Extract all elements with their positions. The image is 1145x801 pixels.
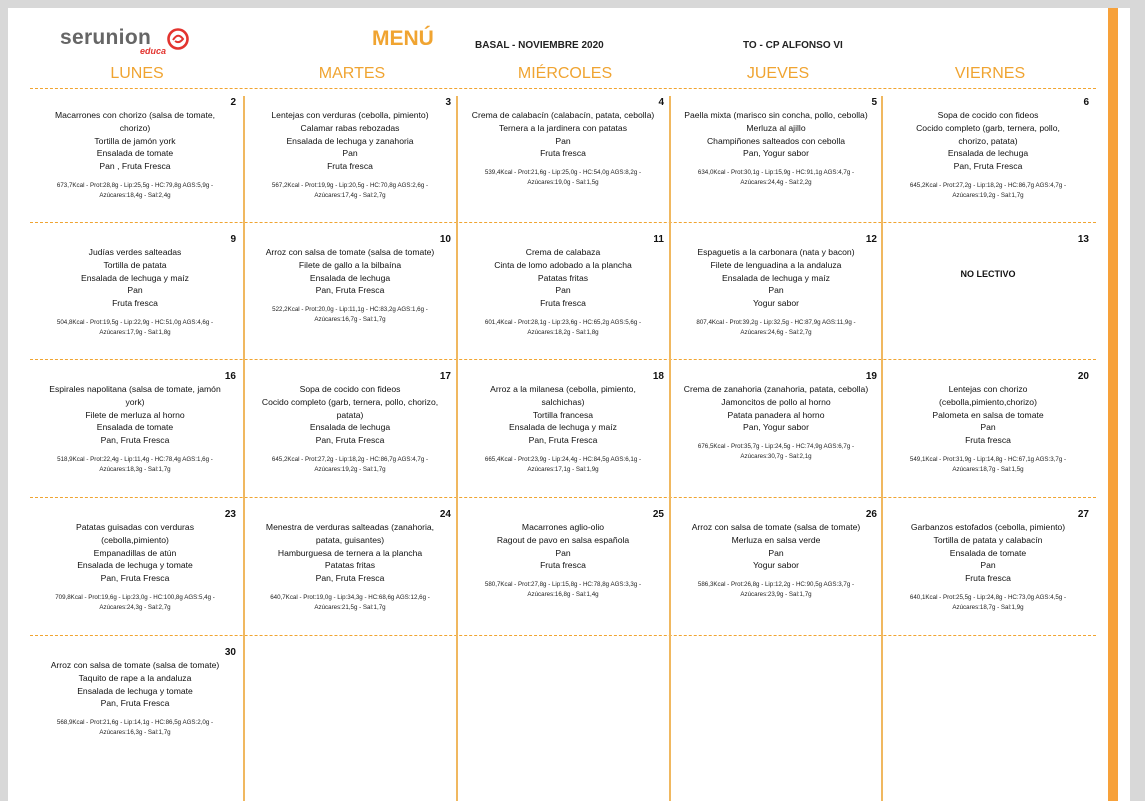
dish-line: Filete de gallo a la bilbaína [298,259,402,270]
dish-line: Macarrones aglio-olio [521,522,605,532]
day-cell [245,96,455,201]
dish-line: Pan, Fruta Fresca [953,161,1023,172]
nutrition-line: Azúcares:23,9g - Sal:1,7g [740,591,812,599]
day-number: 25 [652,509,664,520]
nutrition-line: 580,7Kcal - Prot:27,8g - Lip:15,8g - HC:78,8g AGS:3,3g - [484,581,642,589]
day-number: 30 [224,647,236,658]
dish-line: Arroz con salsa de tomate (salsa de tomate) [50,660,220,670]
dish-line: Ensalada de tomate [96,422,174,433]
day-cell [30,233,240,338]
dish-line: patata, guisantes) [315,534,385,545]
dish-line: york) [125,396,145,407]
nutrition-line: Azúcares:19,2g - Sal:1,7g [952,191,1024,199]
day-number: 24 [439,509,451,520]
nutrition-info [30,455,240,475]
dish-line: Pan [768,547,784,558]
nutrition-info [458,580,668,600]
no-school-label: NO LECTIVO [960,269,1016,279]
dish-line: Pan, Fruta Fresca [100,573,170,584]
nutrition-line: 539,4Kcal - Prot:21,6g - Lip:25,0g - HC:54,0g AGS:8,2g - [484,169,642,177]
dish-line: Fruta fresca [540,298,586,309]
dish-line: Patatas guisadas con verduras [76,522,194,532]
nutrition-line: Azúcares:19,0g - Sal:1,5g [527,179,599,187]
nutrition-line: Azúcares:17,1g - Sal:1,9g [527,465,599,473]
dish-line: Tortilla de patata [103,259,167,270]
nutrition-info [245,305,455,325]
nutrition-line: 549,1Kcal - Prot:31,9g - Lip:14,8g - HC:67,1g AGS:3,7g - [909,455,1067,463]
nutrition-line: 601,4Kcal - Prot:28,1g - Lip:23,6g - HC:65,2g AGS:5,6g - [484,318,642,326]
accent-stripe [1108,8,1118,801]
nutrition-line: Azúcares:30,7g - Sal:2,1g [740,453,812,461]
nutrition-info [245,593,455,613]
nutrition-line: 640,7Kcal - Prot:19,0g - Lip:34,3g - HC:68,6g AGS:12,6g - [270,593,430,601]
day-number: 5 [871,97,877,108]
day-number: 18 [652,371,664,382]
dish-line: Ensalada de lechuga [947,148,1029,159]
nutrition-line: Azúcares:24,3g - Sal:2,7g [99,603,171,611]
day-number: 19 [865,371,877,382]
dish-line: Pan [980,560,996,571]
dish-line: Pan [127,285,143,296]
day-header: JUEVES [746,65,810,82]
dish-line: Jamoncitos de pollo al horno [721,396,831,407]
dish-line: Sopa de cocido con fideos [937,110,1039,120]
dish-line: Macarrones con chorizo (salsa de tomate, [54,110,215,120]
nutrition-line: Azúcares:19,2g - Sal:1,7g [314,465,386,473]
dish-line: Fruta fresca [540,148,586,159]
nutrition-line: 567,2Kcal - Prot:19,9g - Lip:20,5g - HC:70,8g AGS:2,6g - [271,181,429,189]
dish-line: Filete de merluza al horno [85,409,185,420]
day-number: 10 [439,234,451,245]
column-divider [243,96,245,801]
dish-line: Paella mixta (marisco sin concha, pollo, cebolla) [684,110,868,120]
nutrition-line: Azúcares:16,7g - Sal:1,7g [314,316,386,324]
nutrition-line: Azúcares:17,4g - Sal:2,7g [314,191,386,199]
dish-line: Crema de calabaza [525,247,601,257]
dish-line: chorizo) [119,122,151,133]
dish-line: Calamar rabas rebozadas [300,122,400,133]
dish-line: Garbanzos estofados (cebolla, pimiento) [910,522,1066,532]
dish-line: Pan [555,135,571,146]
day-cell [458,508,668,600]
day-number: 27 [1077,509,1089,520]
day-header: LUNES [110,65,164,82]
dish-line: Ensalada de lechuga [309,422,391,433]
dish-line: Pan, Fruta Fresca [100,698,170,709]
nutrition-line: Azúcares:24,6g - Sal:2,7g [740,328,812,336]
dish-line: Patatas fritas [324,560,376,571]
day-number: 2 [230,97,236,108]
nutrition-line: 645,2Kcal - Prot:27,2g - Lip:18,2g - HC:86,7g AGS:4,7g - [909,181,1067,189]
nutrition-line: 640,1Kcal - Prot:25,5g - Lip:24,8g - HC:73,0g AGS:4,5g - [909,593,1067,601]
dish-line: Fruta fresca [327,161,373,172]
nutrition-line: Azúcares:18,2g - Sal:1,8g [527,328,599,336]
dish-line: Merluza en salsa verde [731,534,821,545]
dish-line: Cinta de lomo adobado a la plancha [494,259,632,270]
dish-line: Arroz a la milanesa (cebolla, pimiento, [490,384,636,394]
dish-line: Fruta fresca [540,560,586,571]
nutrition-info [30,181,240,201]
day-header: VIERNES [954,65,1026,82]
row-divider [30,359,1096,360]
nutrition-line: 586,3Kcal - Prot:26,8g - Lip:12,2g - HC:90,5g AGS:3,7g - [697,581,855,589]
day-cell [30,508,240,613]
day-header: MIÉRCOLES [517,65,613,82]
dish-line: Empanadillas de atún [93,547,177,558]
column-divider [881,96,883,801]
nutrition-info [671,318,881,338]
day-cell [245,233,455,325]
day-number: 3 [445,97,451,108]
nutrition-info [883,455,1093,475]
day-cell [30,646,240,738]
day-number: 12 [865,234,877,245]
nutrition-line: 504,8Kcal - Prot:19,5g - Lip:22,9g - HC:51,0g AGS:4,6g - [56,318,214,326]
column-divider [456,96,458,801]
dish-line: Pan, Fruta Fresca [315,285,385,296]
nutrition-info [671,442,881,462]
dish-line: Pan [768,285,784,296]
day-number: 16 [224,371,236,382]
day-number: 9 [230,234,236,245]
nutrition-line: Azúcares:18,4g - Sal:2,4g [99,191,171,199]
dish-line: patata) [336,409,364,420]
day-number: 13 [1077,234,1089,245]
nutrition-line: Azúcares:16,3g - Sal:1,7g [99,729,171,737]
dish-line: Sopa de cocido con fideos [299,384,401,394]
dish-line: Tortilla de jamón york [94,135,176,146]
nutrition-line: 522,2Kcal - Prot:20,0g - Lip:11,1g - HC:83,2g AGS:1,6g - [272,306,428,314]
dish-line: Champiñones salteados con cebolla [706,135,846,146]
dish-line: Ensalada de tomate [96,148,174,159]
menu-title: MENÚ [372,27,434,50]
day-cell [30,96,240,201]
dish-line: Cocido completo (garb, ternera, pollo, [916,122,1060,133]
nutrition-line: 807,4Kcal - Prot:39,2g - Lip:32,5g - HC:87,9g AGS:11,9g - [696,318,856,326]
nutrition-line: Azúcares:16,8g - Sal:1,4g [527,591,599,599]
nutrition-info [458,318,668,338]
dish-line: Pan [555,547,571,558]
dish-line: Menestra de verduras salteadas (zanahoria, [265,522,435,532]
row-divider [30,88,1096,89]
dish-line: Pan, Fruta Fresca [315,573,385,584]
logo-swirl-icon [167,28,189,50]
nutrition-line: Azúcares:18,3g - Sal:1,7g [99,465,171,473]
nutrition-info [30,593,240,613]
dish-line: Pan, Fruta Fresca [100,435,170,446]
dish-line: Fruta fresca [965,573,1011,584]
dish-line: Taquito de rape a la andaluza [78,672,192,683]
day-cell [671,508,881,600]
dish-line: Ensalada de lechuga y maíz [509,422,617,433]
dish-line: (cebolla,pimiento,chorizo) [939,396,1037,407]
dish-line: Tortilla francesa [532,409,594,420]
dish-line: Crema de calabacín (calabacín, patata, cebolla) [471,110,655,120]
row-divider [30,497,1096,498]
dish-line: Pan , Fruta Fresca [99,161,171,172]
day-cell [883,370,1093,475]
dish-line: Arroz con salsa de tomate (salsa de tomate) [691,522,861,532]
day-cell [883,508,1093,613]
nutrition-info [245,181,455,201]
day-cell [671,370,881,462]
nutrition-line: 709,8Kcal - Prot:19,6g - Lip:23,0g - HC:100,8g AGS:5,4g - [55,593,215,601]
menu-page [8,8,1130,801]
day-number: 20 [1077,371,1089,382]
nutrition-info [245,455,455,475]
day-cell [458,370,668,475]
nutrition-line: Azúcares:21,5g - Sal:1,7g [314,603,386,611]
dish-line: Patatas fritas [537,272,589,283]
dish-line: Pan, Yogur sabor [743,422,809,433]
nutrition-line: 634,0Kcal - Prot:30,1g - Lip:15,9g - HC:91,1g AGS:4,7g - [697,169,855,177]
nutrition-line: Azúcares:18,7g - Sal:1,5g [952,465,1024,473]
dish-line: Palometa en salsa de tomate [932,409,1044,420]
dish-line: Hamburguesa de ternera a la plancha [277,547,423,558]
day-cell [883,96,1093,201]
menu-period: BASAL - NOVIEMBRE 2020 [475,40,604,51]
dish-line: Pan [342,148,358,159]
day-cell [30,370,240,475]
dish-line: Pan [980,422,996,433]
day-cell [245,508,455,613]
day-cell [671,96,881,188]
dish-line: salchichas) [541,396,585,407]
day-number: 23 [224,509,236,520]
dish-line: Judías verdes salteadas [88,247,182,257]
nutrition-line: Azúcares:24,4g - Sal:2,2g [740,179,812,187]
day-header: MARTES [318,65,386,82]
dish-line: Ensalada de lechuga y tomate [77,685,193,696]
dish-line: Ensalada de lechuga y zanahoria [286,135,414,146]
dish-line: Patata panadera al horno [727,409,825,420]
day-cell [458,233,668,338]
dish-line: Yogur sabor [752,298,800,309]
dish-line: Ensalada de lechuga [309,272,391,283]
nutrition-info [458,455,668,475]
nutrition-line: 665,4Kcal - Prot:23,9g - Lip:24,4g - HC:84,5g AGS:6,1g - [484,455,642,463]
day-number: 6 [1083,97,1089,108]
dish-line: Lentejas con verduras (cebolla, pimiento) [271,110,429,120]
day-number: 4 [658,97,664,108]
nutrition-line: 645,2Kcal - Prot:27,2g - Lip:18,2g - HC:86,7g AGS:4,7g - [271,455,429,463]
row-divider [30,635,1096,636]
row-divider [30,222,1096,223]
dish-line: Espaguetis a la carbonara (nata y bacon) [697,247,855,257]
day-number: 17 [439,371,451,382]
nutrition-line: Azúcares:17,9g - Sal:1,8g [99,328,171,336]
dish-line: Ensalada de lechuga y maíz [81,272,189,283]
day-cell [458,96,668,188]
dish-line: Crema de zanahoria (zanahoria, patata, cebolla) [683,384,869,394]
day-cell [245,370,455,475]
day-cell [671,233,881,338]
day-number: 11 [653,234,664,245]
nutrition-line: 676,5Kcal - Prot:35,7g - Lip:24,5g - HC:74,9g AGS:6,7g - [697,443,855,451]
school-name: TO - CP ALFONSO VI [743,40,843,51]
nutrition-info [30,318,240,338]
nutrition-info [883,593,1093,613]
dish-line: Ternera a la jardinera con patatas [498,122,628,133]
day-cell [883,233,1093,281]
serunion-logo: serunion educa [60,26,200,60]
nutrition-line: Azúcares:18,7g - Sal:1,9g [952,603,1024,611]
dish-line: chorizo, patata) [958,135,1018,146]
nutrition-info [458,168,668,188]
dish-line: Ensalada de lechuga y maíz [722,272,830,283]
nutrition-info [883,181,1093,201]
dish-line: Cocido completo (garb, ternera, pollo, chorizo, [261,396,439,407]
dish-line: Lentejas con chorizo [948,384,1028,394]
dish-line: Fruta fresca [112,298,158,309]
dish-line: Pan [555,285,571,296]
dish-line: Pan, Yogur sabor [743,148,809,159]
dish-line: Ensalada de lechuga y tomate [77,560,193,571]
nutrition-info [671,580,881,600]
day-number: 26 [865,509,877,520]
nutrition-info [671,168,881,188]
dish-line: Arroz con salsa de tomate (salsa de tomate) [265,247,435,257]
dish-line: Filete de lenguadina a la andaluza [710,259,842,270]
dish-line: Yogur sabor [752,560,800,571]
nutrition-line: 518,9Kcal - Prot:22,4g - Lip:11,4g - HC:78,4g AGS:1,6g - [57,455,213,463]
page-shadow [1130,8,1145,801]
nutrition-line: 568,9Kcal - Prot:21,6g - Lip:14,1g - HC:86,5g AGS:2,0g - [56,719,214,727]
nutrition-info [30,718,240,738]
dish-line: Merluza al ajillo [746,122,806,133]
dish-line: Espirales napolitana (salsa de tomate, jamón [49,384,221,394]
column-divider [669,96,671,801]
dish-line: Pan, Fruta Fresca [315,435,385,446]
nutrition-line: 673,7Kcal - Prot:28,8g - Lip:25,5g - HC:79,8g AGS:5,9g - [56,181,214,189]
dish-line: Tortilla de patata y calabacín [933,534,1043,545]
dish-line: Ensalada de tomate [949,547,1027,558]
dish-line: Ragout de pavo en salsa española [496,534,630,545]
dish-line: Pan, Fruta Fresca [528,435,598,446]
dish-line: Fruta fresca [965,435,1011,446]
dish-line: (cebolla,pimiento) [101,534,169,545]
